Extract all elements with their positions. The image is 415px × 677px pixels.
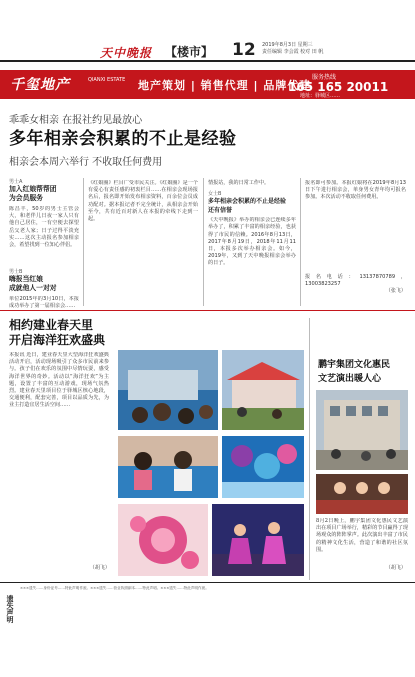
story3-headline <box>318 358 390 386</box>
col2-title2: 成就他人一对对 <box>9 284 57 292</box>
section-name: 【楼市】 <box>165 45 214 59</box>
col5-author: （张飞） <box>385 288 406 295</box>
story2-photo-kids <box>118 436 218 498</box>
story3-headline-2: 文艺演出暖人心 <box>318 374 382 384</box>
story3-headline-1: 鹏宇集团文化惠民 <box>318 360 391 370</box>
notice-text: ×××遗失……身份证号……特此声明作废。×××遗失……营业执照副本……特此声明。×××遗失……特此声明作废。 <box>20 586 209 590</box>
masthead-rule <box>0 60 415 62</box>
page-number: 12 <box>232 40 256 60</box>
lead-kicker: 乖乖女相亲 在报社约见最放心 <box>9 115 143 126</box>
lead-col-1 <box>9 178 79 312</box>
ad-services: 地产策划 | 销售代理 | 品牌代建 <box>138 79 312 92</box>
col1-title1: 加入红娘帮帮团 <box>9 185 57 193</box>
lead-headline: 多年相亲会积累的不止是经验 <box>9 129 237 149</box>
story2-headline-2: 开启海洋狂欢盛典 <box>9 333 106 347</box>
col-divider <box>203 178 204 306</box>
story2-author: （胡飞） <box>89 565 110 571</box>
story2-photo-balloons <box>222 436 304 498</box>
section-rule <box>0 310 415 311</box>
col2-label: 男士B <box>9 269 23 275</box>
ad-hotline: 165 165 20011 <box>288 80 389 94</box>
col2-title1: 嗨报当红娘 <box>9 275 43 283</box>
lead-col-3: 《红娘圈》栏目广受市民关注。《红娘圈》是一个有爱心有责任感的初衷栏目……在相亲会现场报名后，报名即开始发布相亲资料，百余位会员成功配对。据本报记者不完全统计，从相亲会开始至今，共有近百对新人在本报的牵线下走到一起。 <box>88 180 198 223</box>
col4-title2: 还有信誉 <box>208 207 233 215</box>
col-divider <box>309 318 310 580</box>
story2-headline <box>9 318 105 348</box>
ad-banner[interactable] <box>0 70 415 99</box>
story2-photo-dancers <box>212 504 304 576</box>
col4-title1: 多年相亲会积累的不止是经验 <box>208 198 287 206</box>
lead-col-4 <box>208 180 296 289</box>
lead-col-5 <box>305 180 406 296</box>
story3-photo-building <box>316 390 408 470</box>
story2-photo-flower <box>118 504 208 576</box>
lead-subhead: 相亲会本周六举行 不收取任何费用 <box>9 157 163 168</box>
story3-author: （胡飞） <box>385 565 406 571</box>
col1-title2: 为会员服务 <box>9 194 43 202</box>
date-line: 2019年8月3日 星期三 <box>262 42 313 48</box>
story2-photo-stage <box>118 350 218 430</box>
col2-text: 单位2015年的3月10日，本报成功举办了第一届相亲会…… <box>9 296 79 310</box>
col-divider <box>83 178 84 306</box>
col1-text: 陈昌丰，50岁的男士主管会大，和老伴儿日夜一家人只有他自己居住，一有空便去探望岳父老人家；日子过得平淡充实……这次主动报名参加相亲会，希望找到一位知心伴侣。 <box>9 206 79 249</box>
editor-line: 责任编辑 李会霞 校对 田 帆 <box>262 49 324 55</box>
col-divider <box>300 178 301 306</box>
col5-text: 报名即可参加。本报红娘将在2019年8月13日下午进行相亲会，单身男女青年均可报名参加。本次活动不收取任何费用。 <box>305 180 406 201</box>
ad-brand: 千玺地产 <box>10 77 70 93</box>
notice-rule <box>0 582 415 583</box>
story3-photo-performers <box>316 474 408 514</box>
col4-label: 女士B <box>208 191 222 198</box>
col4-text: 情报站，我的日常工作中。 <box>208 180 270 186</box>
story3-text: 8月2日晚上，鹏宇集团文化惠民文艺演出在项目广场举行，精彩的节目赢得了现场观众的阵阵掌声。此次演出丰富了市民的精神文化生活，营造了和谐的社区氛围。 <box>316 518 408 553</box>
notice-label: 遗失声明 <box>6 595 14 623</box>
date-block <box>262 42 323 56</box>
col5-contact: 报名电话：13137870789，13003823257 <box>305 274 406 288</box>
story2-headline-1: 相约建业春天里 <box>9 318 94 332</box>
col1-label: 男士A <box>9 179 23 185</box>
story2-photo-tent <box>222 350 304 430</box>
story2-text: 本报讯 近日，建业春天里大型海洋狂欢盛典活动开启，活动现场吸引了众多市民前来参与。孩子们在欢乐的氛围中尽情玩耍，感受海洋世界的奇妙。活动以“海洋狂欢”为主题，设置了丰富的互动游戏，现场气氛热烈。建业春天里项目位于驿城区核心地段，交通便利，配套完善，项目以品质为先，为业主打造宜居生活空间…… <box>9 352 109 409</box>
ad-brand-sub: QIANXI ESTATE <box>88 77 126 83</box>
ad-hotline-label: 服务热线 <box>312 74 337 81</box>
masthead-logo: 天中晚报 <box>100 46 153 60</box>
ad-contact: 地址：驿城区…… <box>300 93 341 99</box>
col4-text2: 《天中晚报》举办的相亲会已连续多年举办了，积累了丰富的相亲经验，也获得了市民的信赖。2016年8月13日，2017年8月19日，2018年11月11日，本报多次举办相亲会。如今，2019年，又到了天中晚报相亲会举办的日子。 <box>208 217 296 267</box>
